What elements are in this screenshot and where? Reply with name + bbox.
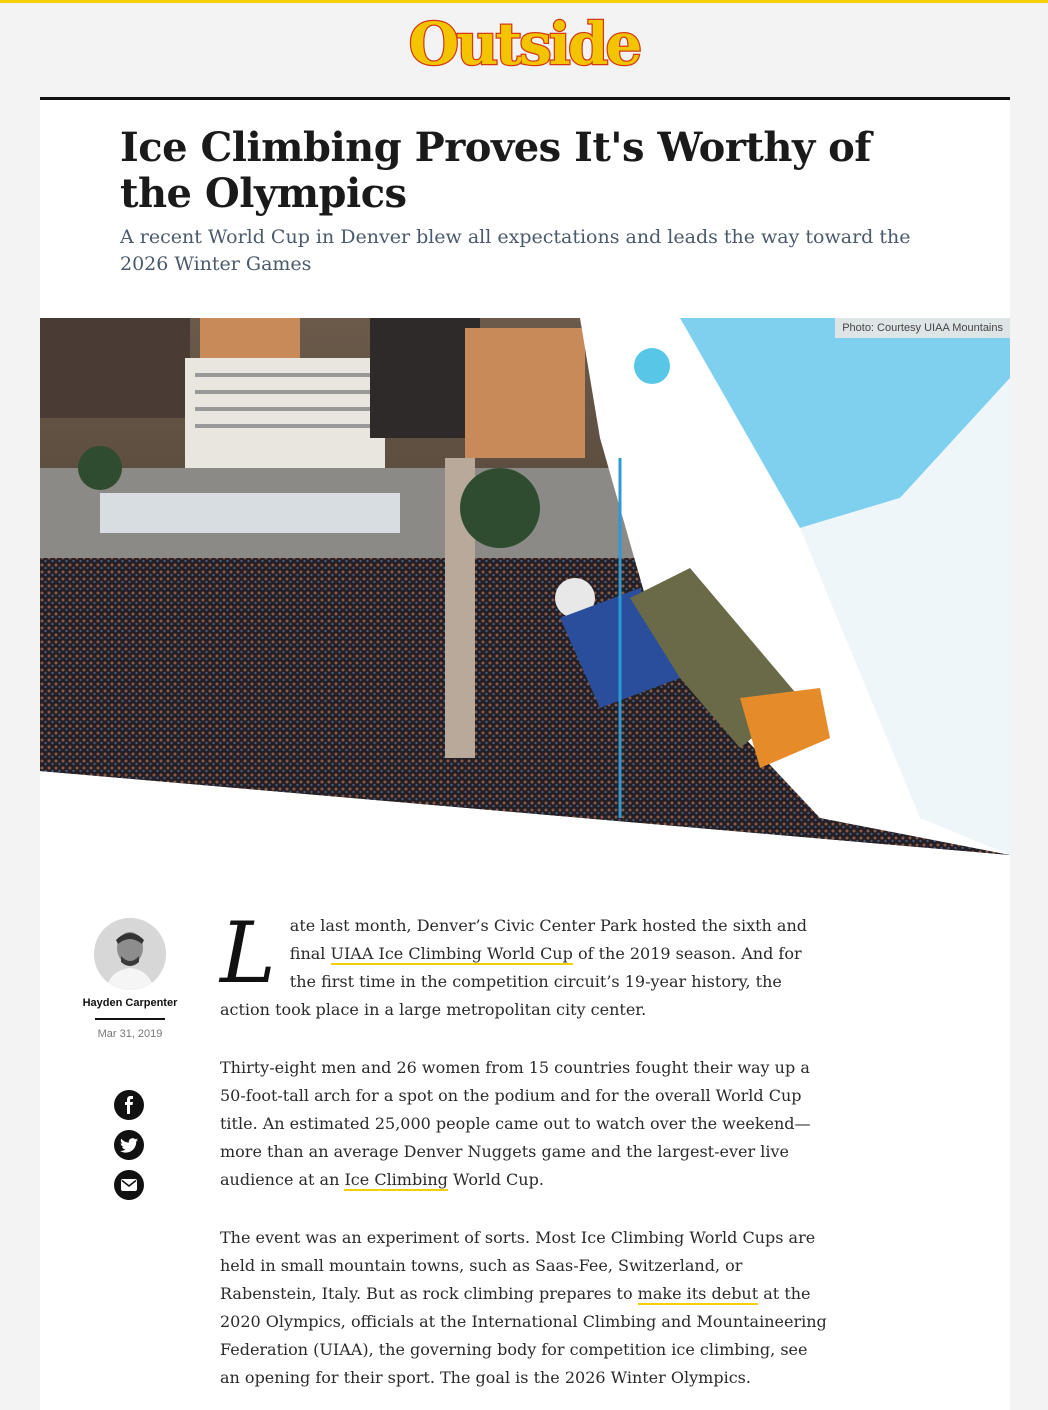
social-share: [114, 1090, 146, 1210]
facebook-icon[interactable]: [114, 1090, 144, 1120]
body-paragraph-2: Thirty-eight men and 26 women from 15 countries fought their way up a 50-foot-tall arch for a spot on the podium and for the overall World Cup title. An estimated 25,000 people came out to watch over the weekend—more than an average Denver Nuggets game and the largest-ever live audience at an Ice Climbing World Cup.: [220, 1058, 811, 1189]
article-headline: Ice Climbing Proves It's Worthy of the Olympics: [120, 124, 872, 217]
email-icon[interactable]: [114, 1170, 144, 1200]
twitter-icon[interactable]: [114, 1130, 144, 1160]
body-paragraph-1: Late last month, Denver’s Civic Center Park hosted the sixth and final UIAA Ice Climbing World Cup of the 2019 season. And for the first time in the competition circuit’s 19-year history, the action took place in a large metropolitan city center.: [220, 904, 807, 1019]
svg-text:Outside: Outside: [408, 10, 640, 78]
link-uiaa-world-cup[interactable]: UIAA Ice Climbing World Cup: [330, 944, 573, 963]
article-card: [40, 97, 1010, 1410]
author-block: [78, 918, 182, 1040]
drop-cap: L: [220, 904, 276, 1002]
link-ice-climbing[interactable]: Ice Climbing: [344, 1170, 448, 1189]
publish-date: Mar 31, 2019: [97, 1028, 163, 1040]
article-body: [220, 904, 830, 1410]
outside-logo[interactable]: [0, 6, 1048, 82]
accent-top-bar: [0, 0, 1048, 3]
author-name[interactable]: Hayden Carpenter: [82, 997, 178, 1009]
photo-credit: Photo: Courtesy UIAA Mountains: [835, 318, 1010, 338]
author-divider: [95, 1018, 165, 1020]
hero-photo: [40, 318, 1010, 858]
link-make-its-debut[interactable]: make its debut: [637, 1284, 759, 1303]
author-avatar[interactable]: [94, 918, 166, 990]
article-dek: A recent World Cup in Denver blew all expectations and leads the way toward the 2026 Winter Games: [120, 226, 911, 275]
body-paragraph-3: The event was an experiment of sorts. Most Ice Climbing World Cups are held in small mountain towns, such as Saas-Fee, Switzerland, or Rabenstein, Italy. But as rock climbing prepares to make its debut at the 2020 Olympics, officials at the International Climbing and Mountaineering Federation (UIAA), the governing body for competition ice climbing, see an opening for their sport. The goal is the 2026 Winter Olympics.: [220, 1228, 827, 1387]
